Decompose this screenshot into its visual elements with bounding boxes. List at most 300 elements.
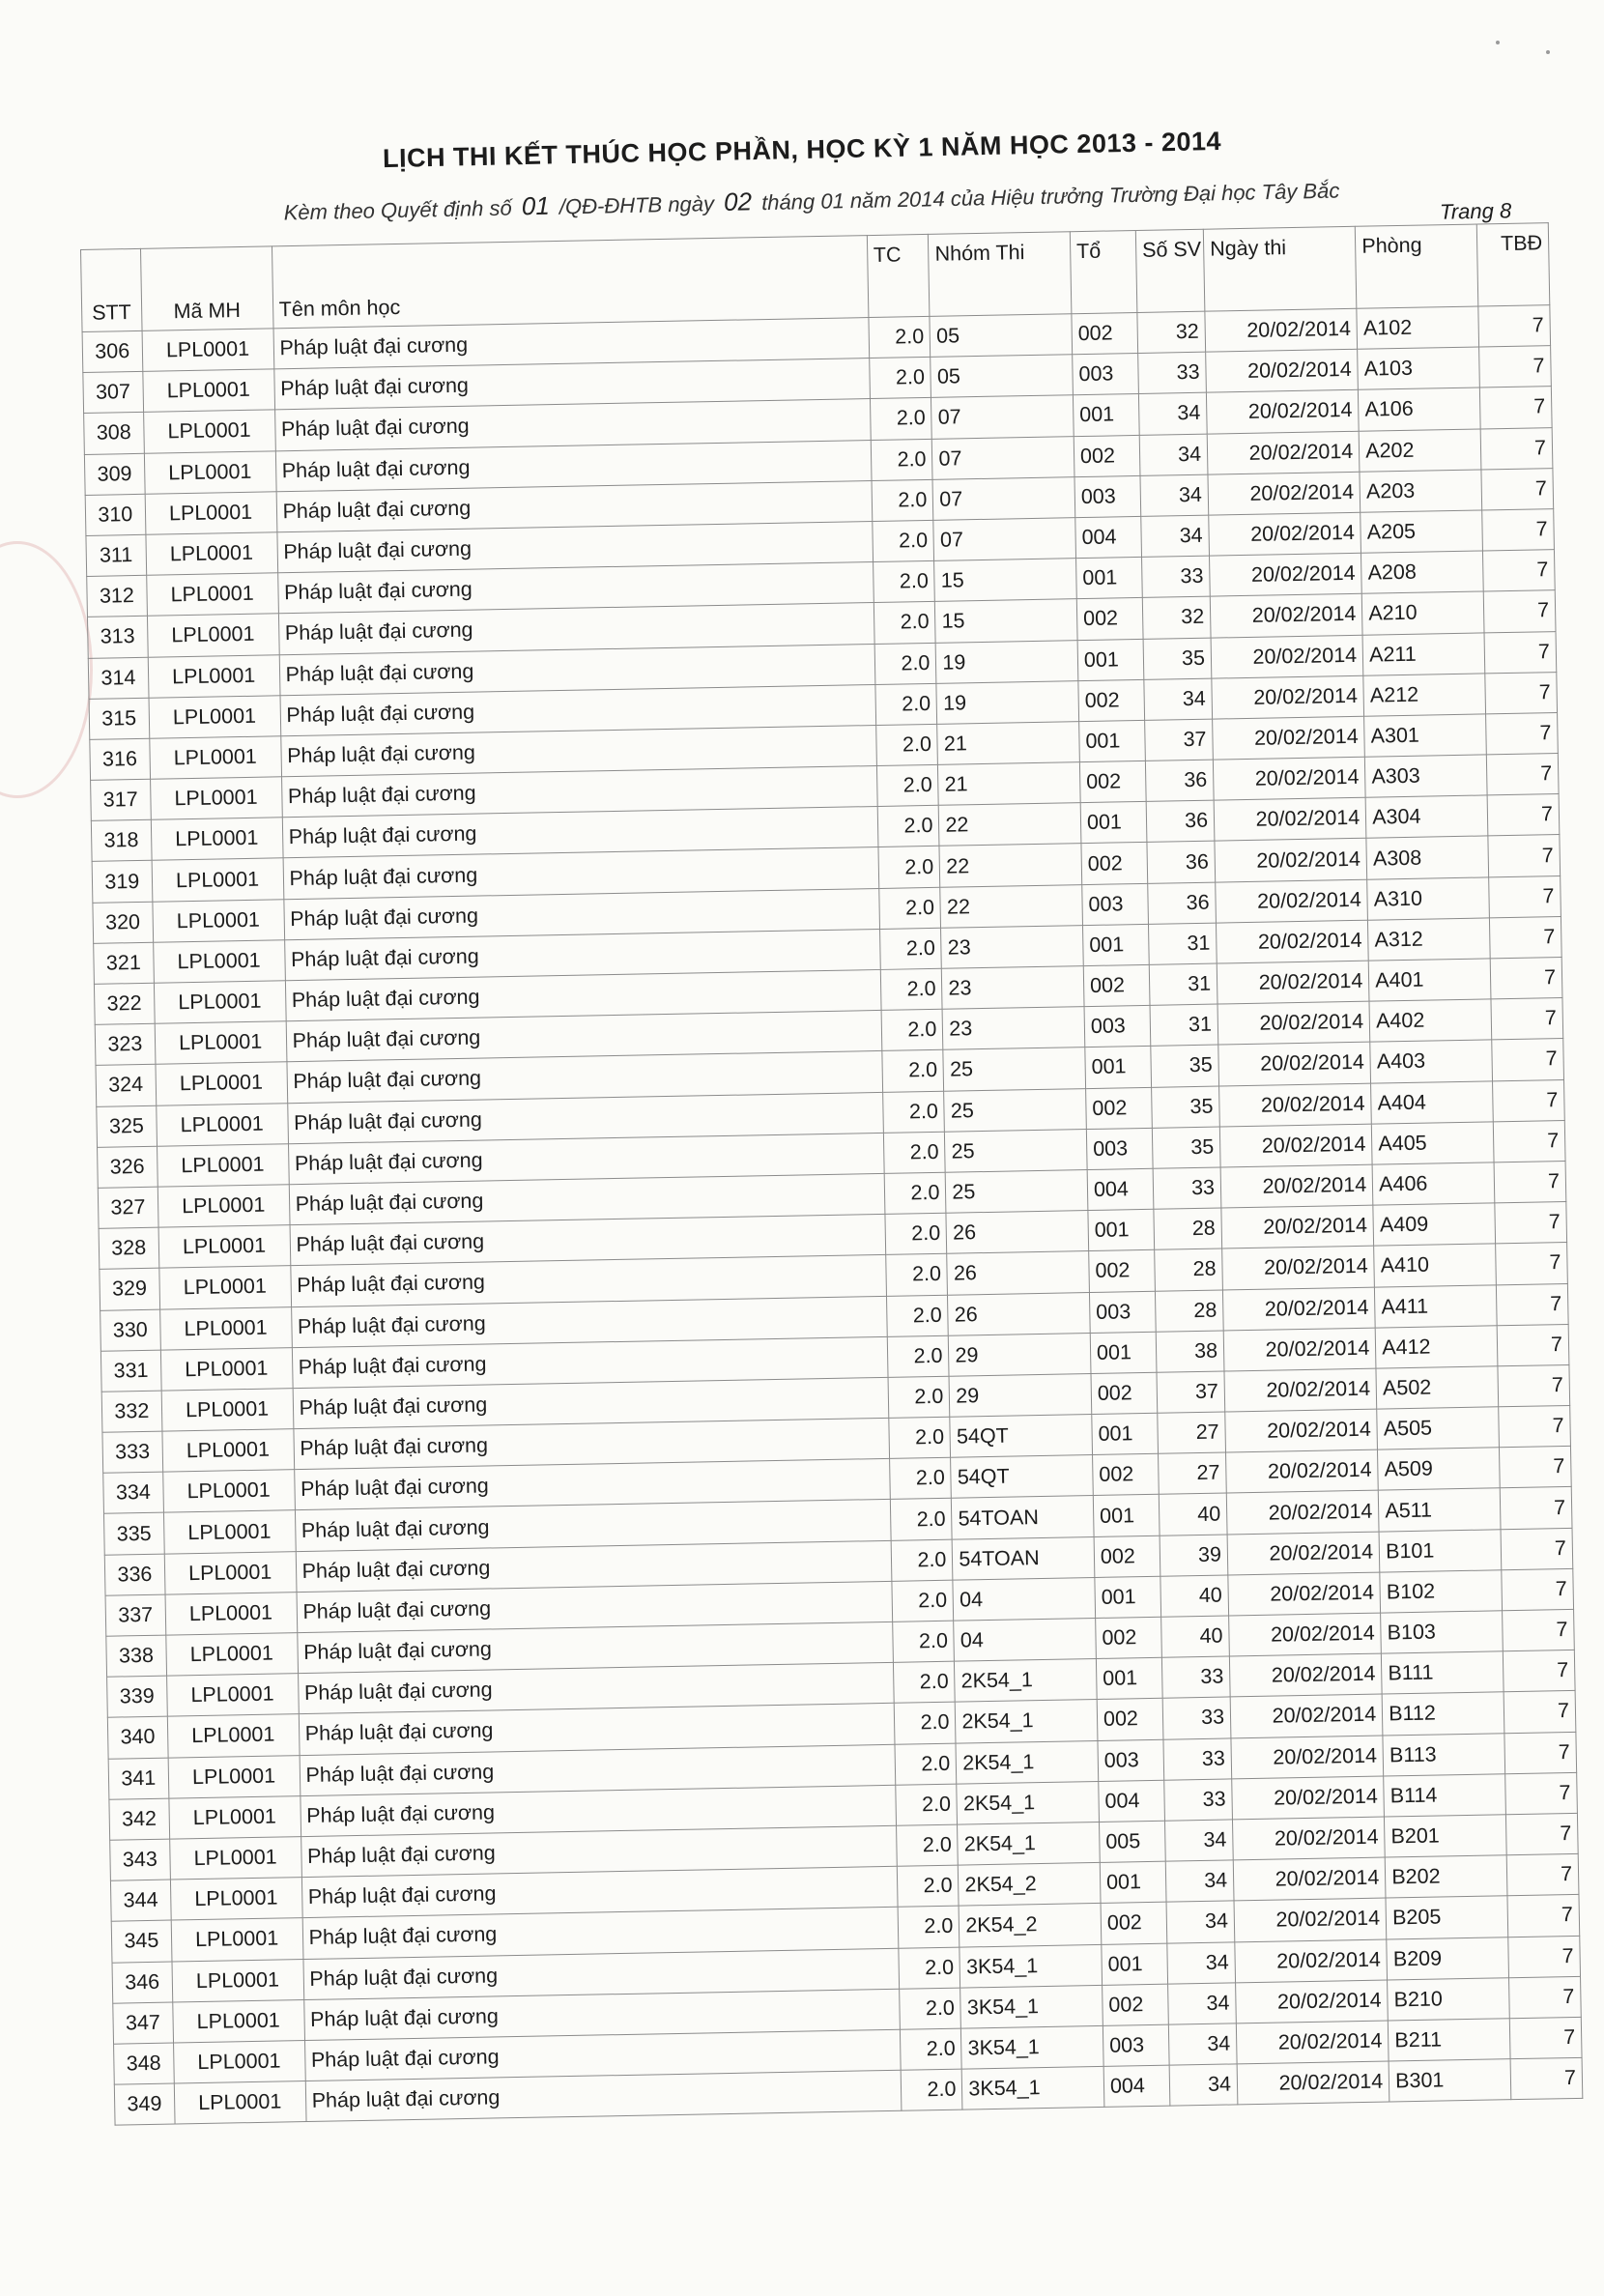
cell-nhom-thi: 25	[944, 1088, 1086, 1132]
cell-ngay-thi: 20/02/2014	[1228, 1572, 1381, 1616]
cell-nhom-thi: 3K54_1	[960, 1985, 1103, 2028]
cell-to: 002	[1103, 1984, 1169, 2025]
cell-so-sv: 35	[1151, 1086, 1219, 1128]
cell-tc: 2.0	[879, 928, 941, 969]
cell-phong: B114	[1384, 1774, 1505, 1817]
decision-day: 02	[723, 187, 753, 216]
cell-tbd: 7	[1478, 346, 1551, 388]
cell-ten-mon-hoc: Pháp luật đại cương	[299, 1704, 895, 1755]
cell-ngay-thi: 20/02/2014	[1205, 308, 1358, 352]
cell-so-sv: 36	[1146, 800, 1215, 842]
cell-phong: A406	[1372, 1162, 1494, 1205]
cell-phong: B301	[1389, 2059, 1510, 2102]
cell-phong: A505	[1377, 1407, 1499, 1449]
header-stt: STT	[81, 248, 142, 331]
cell-nhom-thi: 25	[946, 1170, 1088, 1214]
cell-ten-mon-hoc: Pháp luật đại cương	[300, 1785, 896, 1836]
scan-speck	[1546, 50, 1550, 54]
cell-to: 004	[1103, 2065, 1170, 2107]
cell-ngay-thi: 20/02/2014	[1232, 1817, 1385, 1860]
cell-ten-mon-hoc: Pháp luật đại cương	[295, 1500, 891, 1551]
cell-stt: 338	[106, 1635, 166, 1677]
cell-nhom-thi: 15	[935, 599, 1077, 643]
cell-ngay-thi: 20/02/2014	[1229, 1613, 1382, 1656]
cell-ma-mh: LPL0001	[162, 1429, 295, 1473]
cell-nhom-thi: 21	[938, 762, 1080, 806]
cell-stt: 339	[107, 1676, 167, 1717]
cell-ma-mh: LPL0001	[162, 1470, 295, 1513]
cell-phong: A301	[1364, 714, 1486, 757]
cell-ten-mon-hoc: Pháp luật đại cương	[286, 1011, 882, 1062]
cell-to: 002	[1074, 435, 1140, 476]
cell-nhom-thi: 25	[943, 1048, 1085, 1091]
scan-speck	[1496, 41, 1500, 44]
cell-stt: 317	[91, 779, 151, 820]
cell-to: 002	[1072, 312, 1138, 354]
table-body	[82, 305, 1583, 2126]
cell-stt: 346	[112, 1962, 172, 2003]
cell-to: 002	[1078, 679, 1145, 721]
cell-tc: 2.0	[892, 1580, 954, 1622]
cell-tbd: 7	[1485, 712, 1558, 755]
cell-phong: A411	[1375, 1284, 1497, 1327]
cell-to: 004	[1087, 1168, 1154, 1210]
cell-to: 001	[1075, 558, 1142, 599]
cell-phong: A203	[1360, 470, 1481, 512]
cell-tc: 2.0	[885, 1254, 947, 1296]
cell-tbd: 7	[1494, 1202, 1566, 1245]
decision-number: 01	[521, 190, 551, 221]
cell-ten-mon-hoc: Pháp luật đại cương	[293, 1377, 889, 1428]
cell-tc: 2.0	[896, 1824, 958, 1866]
cell-ma-mh: LPL0001	[151, 818, 283, 861]
cell-ngay-thi: 20/02/2014	[1222, 1287, 1375, 1331]
header-ma-mh: Mã MH	[140, 246, 272, 330]
cell-nhom-thi: 2K54_1	[957, 1781, 1099, 1824]
cell-tbd: 7	[1503, 1650, 1575, 1693]
cell-to: 003	[1086, 1128, 1153, 1169]
cell-so-sv: 33	[1141, 556, 1210, 597]
cell-ma-mh: LPL0001	[144, 450, 276, 494]
cell-tbd: 7	[1504, 1732, 1576, 1774]
cell-nhom-thi: 2K54_2	[959, 1904, 1101, 1947]
cell-so-sv: 35	[1152, 1127, 1220, 1168]
exam-schedule-table-wrapper	[80, 222, 1583, 2126]
cell-tbd: 7	[1502, 1609, 1574, 1651]
cell-ma-mh: LPL0001	[154, 981, 286, 1024]
cell-tc: 2.0	[888, 1376, 950, 1418]
cell-nhom-thi: 3K54_1	[962, 2066, 1104, 2109]
cell-so-sv: 32	[1142, 596, 1211, 638]
cell-phong: A308	[1366, 836, 1488, 878]
cell-nhom-thi: 04	[953, 1577, 1095, 1621]
cell-so-sv: 33	[1163, 1737, 1232, 1779]
cell-tbd: 7	[1486, 754, 1559, 796]
cell-phong: A410	[1374, 1244, 1496, 1286]
cell-ten-mon-hoc: Pháp luật đại cương	[278, 603, 874, 654]
cell-ngay-thi: 20/02/2014	[1229, 1653, 1382, 1697]
cell-nhom-thi: 19	[935, 640, 1077, 683]
cell-ten-mon-hoc: Pháp luật đại cương	[273, 318, 870, 369]
header-so-sv: Số SV	[1135, 229, 1205, 312]
cell-nhom-thi: 15	[934, 559, 1076, 602]
cell-nhom-thi: 23	[941, 925, 1083, 968]
cell-ngay-thi: 20/02/2014	[1236, 1980, 1389, 2023]
cell-ten-mon-hoc: Pháp luật đại cương	[302, 1908, 899, 1959]
cell-stt: 337	[105, 1594, 165, 1636]
cell-ngay-thi: 20/02/2014	[1212, 675, 1364, 719]
cell-stt: 340	[107, 1716, 167, 1758]
cell-ngay-thi: 20/02/2014	[1232, 1776, 1385, 1820]
cell-tc: 2.0	[878, 887, 940, 929]
cell-tc: 2.0	[876, 764, 938, 806]
cell-to: 002	[1083, 964, 1150, 1006]
cell-nhom-thi: 07	[932, 476, 1074, 520]
cell-ma-mh: LPL0001	[166, 1674, 299, 1717]
cell-ma-mh: LPL0001	[169, 1837, 301, 1880]
cell-nhom-thi: 26	[946, 1211, 1088, 1254]
cell-ten-mon-hoc: Pháp luật đại cương	[293, 1418, 889, 1469]
cell-ma-mh: LPL0001	[172, 1999, 304, 2043]
cell-ngay-thi: 20/02/2014	[1210, 594, 1362, 638]
cell-ma-mh: LPL0001	[143, 410, 275, 453]
cell-to: 002	[1089, 1250, 1156, 1292]
cell-tc: 2.0	[886, 1295, 948, 1336]
cell-phong: A405	[1372, 1122, 1494, 1164]
cell-tc: 2.0	[875, 683, 937, 725]
cell-tbd: 7	[1504, 1691, 1576, 1734]
cell-tbd: 7	[1488, 875, 1561, 918]
cell-stt: 344	[110, 1880, 170, 1921]
cell-ten-mon-hoc: Pháp luật đại cương	[298, 1663, 894, 1714]
header-tc: TC	[867, 234, 930, 317]
cell-to: 002	[1076, 598, 1143, 640]
cell-so-sv: 36	[1147, 842, 1216, 883]
cell-ten-mon-hoc: Pháp luật đại cương	[301, 1866, 898, 1917]
cell-ngay-thi: 20/02/2014	[1216, 920, 1368, 963]
cell-ngay-thi: 20/02/2014	[1235, 1939, 1388, 1983]
cell-ma-mh: LPL0001	[156, 1103, 288, 1146]
cell-tbd: 7	[1499, 1447, 1571, 1489]
cell-phong: A412	[1375, 1326, 1497, 1368]
cell-ma-mh: LPL0001	[170, 1878, 302, 1921]
cell-ten-mon-hoc: Pháp luật đại cương	[300, 1744, 896, 1795]
cell-to: 001	[1082, 924, 1149, 965]
cell-ma-mh: LPL0001	[159, 1306, 292, 1350]
cell-ngay-thi: 20/02/2014	[1233, 1857, 1386, 1901]
cell-tbd: 7	[1484, 672, 1557, 714]
cell-ten-mon-hoc: Pháp luật đại cương	[305, 2070, 902, 2121]
cell-ngay-thi: 20/02/2014	[1230, 1694, 1383, 1737]
cell-ten-mon-hoc: Pháp luật đại cương	[279, 644, 875, 695]
cell-tc: 2.0	[901, 2069, 962, 2110]
cell-phong: B103	[1381, 1611, 1503, 1653]
cell-stt: 308	[84, 413, 144, 454]
cell-phong: A103	[1358, 347, 1479, 389]
cell-stt: 311	[86, 534, 146, 576]
cell-ma-mh: LPL0001	[155, 1021, 287, 1065]
cell-ten-mon-hoc: Pháp luật đại cương	[284, 929, 880, 980]
cell-ngay-thi: 20/02/2014	[1217, 961, 1369, 1004]
cell-ten-mon-hoc: Pháp luật đại cương	[304, 2029, 901, 2081]
cell-to: 002	[1094, 1535, 1160, 1577]
cell-ma-mh: LPL0001	[165, 1633, 298, 1677]
cell-to: 001	[1095, 1576, 1161, 1618]
cell-tc: 2.0	[882, 1091, 944, 1133]
cell-ngay-thi: 20/02/2014	[1221, 1205, 1374, 1248]
cell-ma-mh: LPL0001	[149, 695, 281, 738]
cell-nhom-thi: 3K54_1	[960, 1944, 1102, 1988]
cell-so-sv: 34	[1140, 474, 1209, 516]
cell-so-sv: 36	[1148, 882, 1217, 924]
cell-nhom-thi: 22	[939, 803, 1081, 847]
cell-tbd: 7	[1500, 1487, 1572, 1530]
cell-stt: 313	[87, 617, 147, 658]
cell-ngay-thi: 20/02/2014	[1216, 879, 1368, 923]
cell-ngay-thi: 20/02/2014	[1207, 431, 1360, 474]
cell-phong: A404	[1371, 1080, 1493, 1123]
cell-stt: 314	[88, 657, 148, 699]
cell-ngay-thi: 20/02/2014	[1213, 757, 1365, 800]
cell-stt: 309	[84, 453, 144, 495]
cell-tc: 2.0	[877, 806, 939, 847]
cell-ngay-thi: 20/02/2014	[1214, 797, 1366, 841]
header-ten-mon-hoc: Tên môn học	[272, 236, 869, 329]
cell-ma-mh: LPL0001	[158, 1225, 291, 1269]
cell-ten-mon-hoc: Pháp luật đại cương	[283, 888, 879, 939]
cell-ngay-thi: 20/02/2014	[1206, 349, 1359, 392]
cell-ngay-thi: 20/02/2014	[1227, 1532, 1380, 1575]
cell-ten-mon-hoc: Pháp luật đại cương	[292, 1336, 888, 1388]
cell-phong: B113	[1383, 1733, 1504, 1775]
cell-ten-mon-hoc: Pháp luật đại cương	[283, 847, 879, 899]
cell-nhom-thi: 2K54_1	[956, 1740, 1098, 1784]
cell-tc: 2.0	[899, 1988, 960, 2029]
cell-stt: 315	[89, 698, 149, 739]
cell-ten-mon-hoc: Pháp luật đại cương	[287, 1092, 883, 1143]
cell-tbd: 7	[1480, 427, 1553, 470]
cell-ten-mon-hoc: Pháp luật đại cương	[273, 359, 870, 410]
cell-tbd: 7	[1494, 1161, 1566, 1203]
cell-phong: B112	[1382, 1692, 1504, 1735]
cell-so-sv: 40	[1160, 1575, 1229, 1617]
cell-nhom-thi: 54QT	[950, 1415, 1092, 1458]
cell-tbd: 7	[1504, 1772, 1577, 1815]
cell-tc: 2.0	[884, 1172, 946, 1214]
cell-tc: 2.0	[900, 2028, 961, 2070]
cell-phong: A312	[1368, 918, 1490, 961]
cell-phong: A102	[1357, 306, 1478, 349]
cell-nhom-thi: 19	[936, 680, 1078, 724]
faded-stamp-mark	[0, 541, 93, 798]
cell-ten-mon-hoc: Pháp luật đại cương	[303, 1948, 900, 1999]
cell-tc: 2.0	[881, 1009, 943, 1050]
cell-tbd: 7	[1477, 305, 1550, 348]
cell-to: 001	[1085, 1047, 1152, 1088]
cell-to: 001	[1077, 639, 1144, 680]
cell-to: 002	[1091, 1372, 1158, 1414]
cell-tbd: 7	[1498, 1406, 1570, 1449]
cell-to: 002	[1081, 843, 1148, 884]
cell-nhom-thi: 54QT	[951, 1455, 1093, 1499]
cell-ma-mh: LPL0001	[174, 2081, 306, 2125]
cell-tc: 2.0	[878, 847, 940, 888]
cell-ma-mh: LPL0001	[157, 1143, 289, 1187]
cell-ma-mh: LPL0001	[152, 858, 284, 902]
cell-phong: B111	[1382, 1651, 1504, 1694]
cell-nhom-thi: 3K54_1	[961, 2025, 1103, 2069]
cell-stt: 343	[110, 1839, 170, 1880]
cell-ten-mon-hoc: Pháp luật đại cương	[291, 1296, 887, 1347]
cell-nhom-thi: 05	[930, 314, 1072, 358]
cell-so-sv: 34	[1169, 2064, 1238, 2106]
cell-ngay-thi: 20/02/2014	[1211, 635, 1363, 678]
cell-ten-mon-hoc: Pháp luật đại cương	[281, 766, 877, 818]
cell-ten-mon-hoc: Pháp luật đại cương	[290, 1215, 886, 1266]
cell-tbd: 7	[1497, 1364, 1569, 1407]
cell-so-sv: 34	[1144, 678, 1213, 720]
cell-so-sv: 33	[1164, 1779, 1233, 1821]
cell-ngay-thi: 20/02/2014	[1219, 1083, 1372, 1127]
cell-nhom-thi: 29	[949, 1373, 1091, 1417]
cell-ma-mh: LPL0001	[168, 1795, 301, 1839]
cell-so-sv: 34	[1165, 1860, 1234, 1902]
cell-phong: A106	[1359, 387, 1480, 430]
cell-nhom-thi: 25	[945, 1129, 1087, 1172]
cell-tbd: 7	[1481, 509, 1554, 552]
cell-so-sv: 38	[1156, 1331, 1224, 1372]
cell-ngay-thi: 20/02/2014	[1226, 1491, 1379, 1535]
cell-phong: A509	[1378, 1448, 1500, 1490]
cell-so-sv: 27	[1158, 1452, 1226, 1494]
cell-stt: 336	[104, 1554, 164, 1595]
cell-so-sv: 33	[1161, 1656, 1230, 1698]
cell-stt: 312	[87, 575, 147, 617]
cell-phong: A205	[1361, 510, 1482, 553]
cell-phong: A202	[1359, 429, 1480, 472]
cell-phong: A211	[1362, 632, 1484, 674]
cell-stt: 320	[93, 902, 153, 943]
cell-ngay-thi: 20/02/2014	[1234, 1898, 1387, 1941]
cell-to: 003	[1084, 1006, 1151, 1048]
cell-tc: 2.0	[875, 724, 937, 765]
cell-phong: A212	[1363, 674, 1485, 716]
cell-ngay-thi: 20/02/2014	[1220, 1164, 1373, 1208]
cell-ma-mh: LPL0001	[158, 1266, 291, 1309]
cell-ngay-thi: 20/02/2014	[1231, 1736, 1384, 1779]
cell-so-sv: 34	[1139, 434, 1208, 475]
cell-so-sv: 40	[1161, 1616, 1230, 1657]
cell-tc: 2.0	[869, 358, 931, 399]
cell-stt: 330	[100, 1309, 160, 1351]
cell-ma-mh: LPL0001	[145, 492, 277, 535]
cell-so-sv: 28	[1154, 1208, 1222, 1249]
cell-stt: 334	[103, 1472, 163, 1513]
cell-ma-mh: LPL0001	[146, 532, 278, 576]
cell-ngay-thi: 20/02/2014	[1217, 1001, 1370, 1045]
cell-nhom-thi: 26	[948, 1292, 1090, 1335]
cell-nhom-thi: 04	[954, 1618, 1096, 1661]
cell-tc: 2.0	[890, 1499, 952, 1540]
header-nhom-thi: Nhóm Thi	[929, 232, 1072, 317]
cell-to: 001	[1100, 1861, 1166, 1903]
cell-ten-mon-hoc: Pháp luật đại cương	[294, 1459, 890, 1510]
cell-nhom-thi: 2K54_1	[956, 1700, 1098, 1743]
cell-tc: 2.0	[871, 439, 932, 480]
cell-to: 003	[1089, 1291, 1156, 1333]
cell-so-sv: 34	[1141, 515, 1210, 557]
cell-tc: 2.0	[895, 1743, 957, 1785]
cell-to: 001	[1092, 1413, 1159, 1454]
cell-to: 005	[1099, 1821, 1165, 1862]
cell-nhom-thi: 29	[949, 1333, 1091, 1376]
cell-tc: 2.0	[882, 1050, 944, 1092]
cell-to: 001	[1102, 1943, 1168, 1985]
cell-to: 001	[1090, 1332, 1157, 1373]
cell-tbd: 7	[1497, 1324, 1569, 1366]
cell-so-sv: 33	[1138, 352, 1207, 393]
cell-so-sv: 31	[1148, 923, 1217, 964]
cell-so-sv: 37	[1157, 1371, 1225, 1413]
cell-nhom-thi: 2K54_2	[959, 1863, 1101, 1907]
cell-ten-mon-hoc: Pháp luật đại cương	[277, 562, 874, 614]
cell-to: 004	[1099, 1780, 1165, 1822]
cell-ma-mh: LPL0001	[160, 1347, 293, 1391]
cell-stt: 321	[94, 942, 154, 984]
page-number: Trang 8	[1439, 198, 1512, 224]
cell-tbd: 7	[1505, 1813, 1578, 1855]
cell-ten-mon-hoc: Pháp luật đại cương	[276, 480, 873, 531]
cell-nhom-thi: 07	[933, 518, 1075, 561]
cell-stt: 331	[100, 1350, 160, 1392]
cell-tc: 2.0	[897, 1865, 959, 1907]
cell-tbd: 7	[1484, 631, 1557, 674]
cell-to: 001	[1079, 720, 1146, 761]
cell-to: 003	[1098, 1739, 1164, 1781]
cell-so-sv: 35	[1151, 1045, 1219, 1086]
cell-tbd: 7	[1489, 916, 1561, 959]
cell-stt: 349	[114, 2083, 174, 2125]
cell-phong: B211	[1389, 2019, 1510, 2061]
cell-tc: 2.0	[887, 1335, 949, 1377]
header-tbd: TBĐ	[1476, 223, 1550, 306]
cell-stt: 322	[94, 983, 154, 1024]
cell-ma-mh: LPL0001	[164, 1551, 297, 1594]
cell-stt: 326	[98, 1146, 158, 1188]
cell-stt: 306	[82, 330, 142, 372]
cell-ma-mh: LPL0001	[163, 1510, 296, 1554]
cell-tc: 2.0	[869, 316, 931, 358]
cell-to: 002	[1086, 1087, 1153, 1129]
cell-phong: A304	[1365, 795, 1487, 838]
cell-so-sv: 35	[1143, 638, 1212, 679]
cell-so-sv: 32	[1137, 311, 1206, 353]
cell-tbd: 7	[1501, 1528, 1573, 1570]
cell-phong: A511	[1378, 1488, 1500, 1531]
cell-tc: 2.0	[898, 1906, 960, 1947]
cell-nhom-thi: 26	[947, 1251, 1089, 1295]
document-subtitle	[193, 173, 1430, 229]
cell-phong: B102	[1380, 1570, 1502, 1613]
cell-so-sv: 33	[1153, 1167, 1221, 1209]
cell-nhom-thi: 21	[937, 722, 1079, 765]
cell-to: 002	[1079, 761, 1146, 802]
cell-ma-mh: LPL0001	[171, 1918, 303, 1962]
cell-phong: A403	[1370, 1040, 1492, 1082]
cell-so-sv: 31	[1150, 1004, 1218, 1046]
cell-ten-mon-hoc: Pháp luật đại cương	[290, 1255, 886, 1306]
cell-ngay-thi: 20/02/2014	[1237, 2061, 1389, 2105]
